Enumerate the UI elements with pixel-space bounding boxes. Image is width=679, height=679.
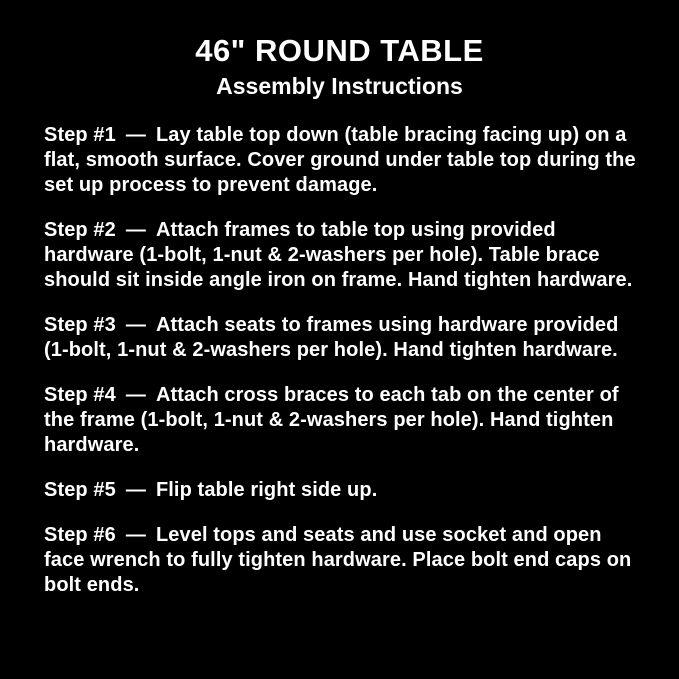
step-separator: —	[125, 479, 146, 502]
step-paragraph	[44, 478, 643, 503]
step-text: Lay table top down (table bracing facing up) on a flat, smooth surface. Cover ground under table top during the set up process to prevent damage.	[44, 124, 636, 197]
step-text: Attach frames to table top using provided hardware (1-bolt, 1-nut & 2-washers per hole). Table brace should sit inside angle iron on frame. Hand tighten hardware.	[44, 219, 633, 292]
step-text: Attach seats to frames using hardware provided (1-bolt, 1-nut & 2-washers per hole). Hand tighten hardware.	[44, 314, 619, 362]
step-separator: —	[125, 124, 146, 147]
step-label: Step #4	[44, 384, 116, 407]
step-text: Level tops and seats and use socket and open face wrench to fully tighten hardware. Place bolt end caps on bolt ends.	[44, 524, 632, 597]
step-label: Step #5	[44, 479, 116, 502]
step-paragraph	[44, 123, 643, 198]
step-separator: —	[125, 384, 146, 407]
page-title: 46" ROUND TABLE	[195, 33, 484, 68]
step-label: Step #3	[44, 314, 116, 337]
step-label: Step #1	[44, 124, 116, 147]
step-paragraph	[44, 218, 643, 293]
step-separator: —	[125, 524, 146, 547]
step-text: Attach cross braces to each tab on the center of the frame (1-bolt, 1-nut & 2-washers per hole). Hand tighten hardware.	[44, 384, 619, 457]
step-label: Step #6	[44, 524, 116, 547]
page-subtitle: Assembly Instructions	[216, 73, 463, 100]
step-separator: —	[125, 219, 146, 242]
step-label: Step #2	[44, 219, 116, 242]
step-separator: —	[125, 314, 146, 337]
step-text: Flip table right side up.	[155, 479, 378, 502]
step-paragraph	[44, 383, 643, 458]
step-paragraph	[44, 313, 643, 363]
step-paragraph	[44, 523, 643, 598]
